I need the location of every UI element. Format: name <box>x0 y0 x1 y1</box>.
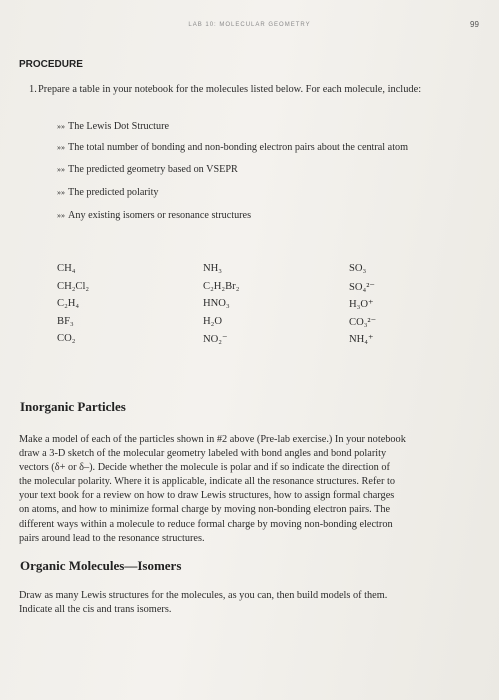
paragraph-line: your text book for a review on how to draw Lewis structures, how to assign formal charges <box>19 490 395 502</box>
molecule-formula: SO₃ <box>349 263 367 274</box>
molecule-formula: NH₃ <box>203 263 222 274</box>
molecule-column-2 <box>203 263 239 351</box>
paragraph-line: Make a model of each of the particles shown in #2 above (Pre-lab exercise.) In your notebook <box>19 434 406 445</box>
list-item-text: The Lewis Dot Structure <box>68 121 169 132</box>
molecule-formula: BF₃ <box>57 315 74 327</box>
step-text: Prepare a table in your notebook for the molecules listed below. For each molecule, include: <box>38 84 422 95</box>
molecule-formula: CH₄ <box>57 263 76 274</box>
paragraph-line: the molecular polarity. Where it is applicable, indicate all the resonance structures. Refer to <box>19 476 395 488</box>
molecule-formula: H₂O <box>203 315 222 327</box>
inorganic-heading: Inorganic Particles <box>20 399 126 414</box>
paragraph-line: different ways within a molecule to reduce formal charge by moving non-bonding electron <box>19 518 393 530</box>
bullet-marker: »» <box>57 211 65 220</box>
bullet-marker: »» <box>57 188 65 197</box>
molecule-formula: CH₂Cl₂ <box>57 280 90 292</box>
molecule-formula: SO₄²⁻ <box>349 281 376 293</box>
page-number: 99 <box>470 20 479 29</box>
bullet-marker: »» <box>57 165 65 174</box>
paragraph-line: draw a 3-D sketch of the molecular geometry labeled with bond angles and bond polarity <box>19 448 387 460</box>
paragraph-line: on atoms, and how to minimize formal charge by moving non-bonding electron pairs. The <box>19 504 391 516</box>
list-item <box>57 142 408 153</box>
bullet-marker: »» <box>57 143 65 152</box>
bullet-marker: »» <box>57 122 65 131</box>
molecule-formula: CO₂ <box>57 333 76 344</box>
paragraph-line: pairs around lead to the resonance structures. <box>19 532 205 544</box>
page-header-title: LAB 10: MOLECULAR GEOMETRY <box>188 22 311 28</box>
procedure-step-1 <box>29 83 449 96</box>
organic-heading: Organic Molecules—Isomers <box>20 558 182 573</box>
organic-paragraph <box>19 589 419 617</box>
molecule-formula: C₂H₄ <box>57 298 80 309</box>
molecule-column-3 <box>349 263 376 351</box>
paragraph-line: Indicate all the cis and trans isomers. <box>19 604 172 616</box>
paragraph-line: vectors (δ+ or δ–). Decide whether the molecule is polar and if so indicate the direction of <box>19 462 390 474</box>
paragraph-line: Draw as many Lewis structures for the molecules, as you can, then build models of them. <box>19 590 388 601</box>
list-item <box>57 121 169 132</box>
molecule-formula: C₂H₂Br₂ <box>203 280 240 292</box>
list-item <box>57 187 159 198</box>
molecule-formula: NO₂⁻ <box>203 334 228 345</box>
molecule-column-1 <box>57 263 89 351</box>
molecule-formula: NH₄⁺ <box>349 334 374 345</box>
list-item <box>57 210 251 221</box>
list-item <box>57 164 238 175</box>
list-item-text: Any existing isomers or resonance structures <box>68 210 252 221</box>
list-item-text: The total number of bonding and non-bonding electron pairs about the central atom <box>68 142 409 153</box>
molecule-formula: CO₃²⁻ <box>349 316 377 328</box>
procedure-heading: PROCEDURE <box>19 59 83 70</box>
step-number: 1. <box>29 84 37 95</box>
molecule-formula: HNO₃ <box>203 298 230 309</box>
list-item-text: The predicted geometry based on VSEPR <box>68 164 238 175</box>
inorganic-paragraph <box>19 433 419 546</box>
list-item-text: The predicted polarity <box>68 187 159 198</box>
molecule-formula: H₃O⁺ <box>349 299 374 310</box>
